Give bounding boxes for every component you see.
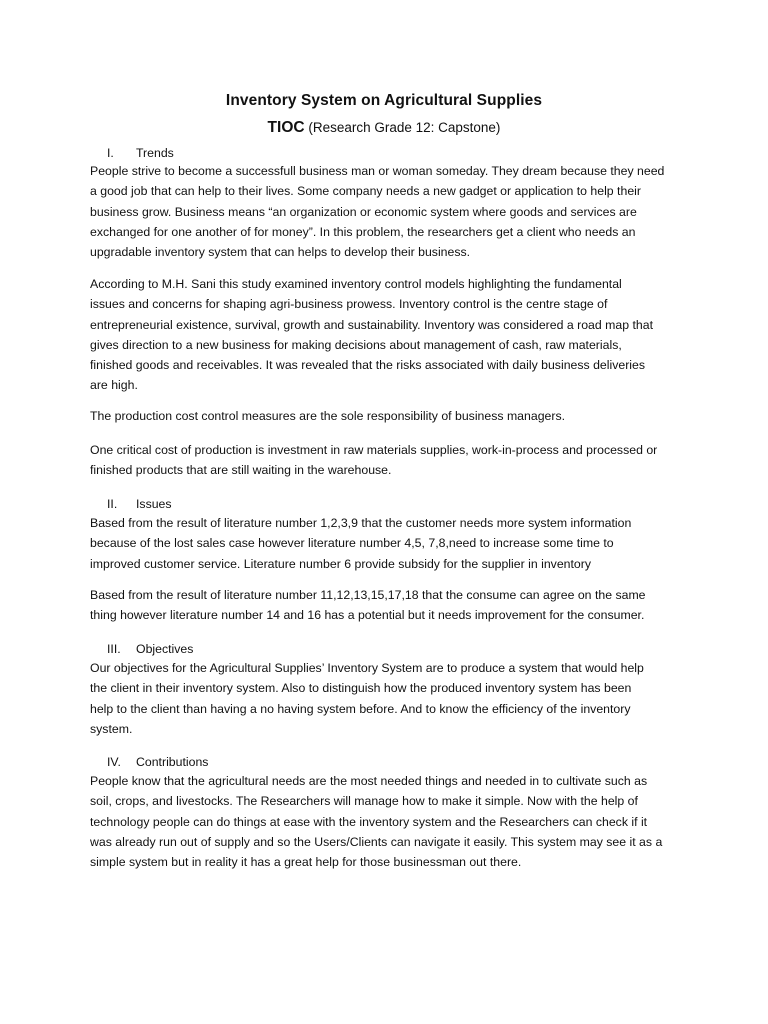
paragraph-trends-3	[90, 406, 686, 426]
text-line: help to the client than having a no having system before. And to know the efficiency of the inventory	[90, 701, 631, 716]
text-line: Based from the result of literature number 11,12,13,15,17,18 that the consume can agree on the same	[90, 588, 646, 602]
section-numeral: III.	[107, 642, 121, 656]
text-line: are high.	[90, 378, 138, 393]
subtitle-text: (Research Grade 12: Capstone)	[304, 120, 501, 135]
text-line: improved customer service. Literature number 6 provide subsidy for the supplier in inventory	[90, 556, 591, 571]
paragraph-trends-2	[90, 274, 686, 396]
text-line: finished products that are still waiting in the warehouse.	[90, 463, 392, 478]
section-numeral: I.	[107, 146, 114, 160]
paragraph-trends-4	[90, 440, 686, 481]
text-line: simple system but in reality it has a great help for those businessman out there.	[90, 855, 522, 870]
section-heading-contributions	[107, 752, 208, 772]
text-line: thing however literature number 14 and 16 has a potential but it needs improvement for the consumer.	[90, 608, 645, 623]
section-numeral: II.	[107, 497, 118, 511]
text-line: technology people can do things at ease with the inventory system and the Researchers can check if it	[90, 814, 648, 829]
section-heading-objectives	[107, 639, 193, 659]
text-line: the client in their inventory system. Also to distinguish how the produced inventory system has been	[90, 681, 632, 696]
text-line: was already run out of supply and so the Users/Clients can navigate it easily. This system may see it as a	[90, 834, 663, 849]
text-line: According to M.H. Sani this study examined inventory control models highlighting the fundamental	[90, 277, 622, 291]
paragraph-issues-2	[90, 585, 686, 626]
section-heading-label: Trends	[136, 146, 174, 160]
paragraph-objectives-1	[90, 658, 686, 739]
section-numeral: IV.	[107, 755, 121, 769]
text-line: Our objectives for the Agricultural Supplies’ Inventory System are to produce a system that would help	[90, 661, 644, 675]
text-line: business grow. Business means “an organization or economic system where goods and services are	[90, 204, 637, 219]
text-line: because of the lost sales case however literature number 4,5, 7,8,need to increase some time to	[90, 536, 614, 551]
section-heading-issues	[107, 494, 172, 514]
text-line: gives direction to a new business for making decisions about management of cash, raw materials,	[90, 337, 622, 352]
paragraph-contributions-1	[90, 771, 686, 872]
section-heading-label: Issues	[136, 497, 172, 511]
paragraph-trends-1	[90, 161, 686, 262]
text-line: People know that the agricultural needs are the most needed things and needed in to cultivate such as	[90, 774, 648, 788]
section-heading-label: Objectives	[136, 642, 194, 656]
text-line: system.	[90, 721, 133, 736]
paragraph-issues-1	[90, 513, 686, 574]
document-title: Inventory System on Agricultural Supplies	[225, 92, 543, 109]
text-line: The production cost control measures are the sole responsibility of business managers.	[90, 409, 566, 423]
text-line: One critical cost of production is investment in raw materials supplies, work-in-process and processed or	[90, 443, 658, 457]
text-line: People strive to become a successfull business man or woman someday. They dream because they need	[90, 164, 665, 178]
section-heading-trends	[107, 143, 174, 163]
text-line: exchanged for one another of for money”. In this problem, the researchers get a client who needs an	[90, 224, 636, 239]
text-line: Based from the result of literature number 1,2,3,9 that the customer needs more system information	[90, 516, 632, 530]
text-line: upgradable inventory system that can helps to develop their business.	[90, 245, 471, 260]
document-subtitle	[0, 119, 768, 137]
text-line: finished goods and receivables. It was revealed that the risks associated with daily business deliveries	[90, 358, 646, 373]
section-heading-label: Contributions	[136, 755, 209, 769]
text-line: entrepreneurial existence, survival, growth and sustainability. Inventory was considered a road map that	[90, 317, 653, 332]
text-line: soil, crops, and livestocks. The Researchers will manage how to make it simple. Now with the help of	[90, 794, 638, 809]
subtitle-code: TIOC	[267, 119, 305, 136]
text-line: issues and concerns for shaping agri-business prowess. Inventory control is the centre stage of	[90, 297, 608, 312]
text-line: a good job that can help to their lives. Some company needs a new gadget or application to help their	[90, 184, 641, 199]
